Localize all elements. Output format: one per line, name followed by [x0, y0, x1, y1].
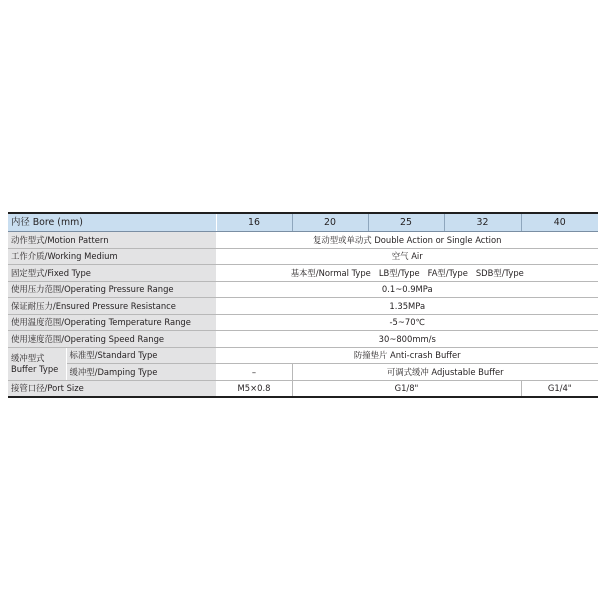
buffer-damping-value-rest: 可调式缓冲 Adjustable Buffer [292, 364, 598, 381]
motion-pattern-row [8, 232, 598, 249]
spec-table [8, 212, 598, 398]
buffer-type-label-en: Buffer Type [11, 363, 59, 374]
bore-header-label: 内径 Bore (mm) [8, 213, 216, 232]
fixed-type-row [8, 265, 598, 282]
buffer-standard-row [8, 347, 598, 364]
port-size-row [8, 380, 598, 397]
bore-32: 32 [444, 213, 521, 232]
buffer-damping-row [8, 364, 598, 381]
temperature-range-value: -5~70℃ [216, 314, 598, 331]
header-row [8, 213, 598, 232]
bore-16: 16 [216, 213, 292, 232]
working-medium-row [8, 248, 598, 265]
motion-pattern-label: 动作型式/Motion Pattern [8, 232, 216, 249]
port-size-value-mid: G1/8" [292, 380, 521, 397]
fixed-type-label: 固定型式/Fixed Type [8, 265, 216, 282]
bore-20: 20 [292, 213, 368, 232]
buffer-damping-label: 缓冲型/Damping Type [66, 364, 216, 381]
buffer-type-label [8, 347, 66, 380]
pressure-resistance-row [8, 298, 598, 315]
speed-range-value: 30~800mm/s [216, 331, 598, 348]
bore-40: 40 [521, 213, 598, 232]
speed-range-row [8, 331, 598, 348]
pressure-range-row [8, 281, 598, 298]
bore-25: 25 [368, 213, 444, 232]
buffer-type-label-cn: 缓冲型式 [11, 352, 45, 363]
fixed-type-value: 基本型/Normal Type LB型/Type FA型/Type SDB型/Type [216, 265, 598, 282]
port-size-value-40: G1/4" [521, 380, 598, 397]
pressure-resistance-value: 1.35MPa [216, 298, 598, 315]
buffer-standard-label: 标准型/Standard Type [66, 347, 216, 364]
pressure-resistance-label: 保证耐压力/Ensured Pressure Resistance [8, 298, 216, 315]
temperature-range-label: 使用温度范围/Operating Temperature Range [8, 314, 216, 331]
buffer-damping-value-16: – [216, 364, 292, 381]
pressure-range-label: 使用压力范围/Operating Pressure Range [8, 281, 216, 298]
speed-range-label: 使用速度范围/Operating Speed Range [8, 331, 216, 348]
buffer-standard-value: 防撞垫片 Anti-crash Buffer [216, 347, 598, 364]
temperature-range-row [8, 314, 598, 331]
port-size-label: 接管口径/Port Size [8, 380, 216, 397]
working-medium-value: 空气 Air [216, 248, 598, 265]
working-medium-label: 工作介质/Working Medium [8, 248, 216, 265]
motion-pattern-value: 复动型或单动式 Double Action or Single Action [216, 232, 598, 249]
port-size-value-16: M5×0.8 [216, 380, 292, 397]
pressure-range-value: 0.1~0.9MPa [216, 281, 598, 298]
